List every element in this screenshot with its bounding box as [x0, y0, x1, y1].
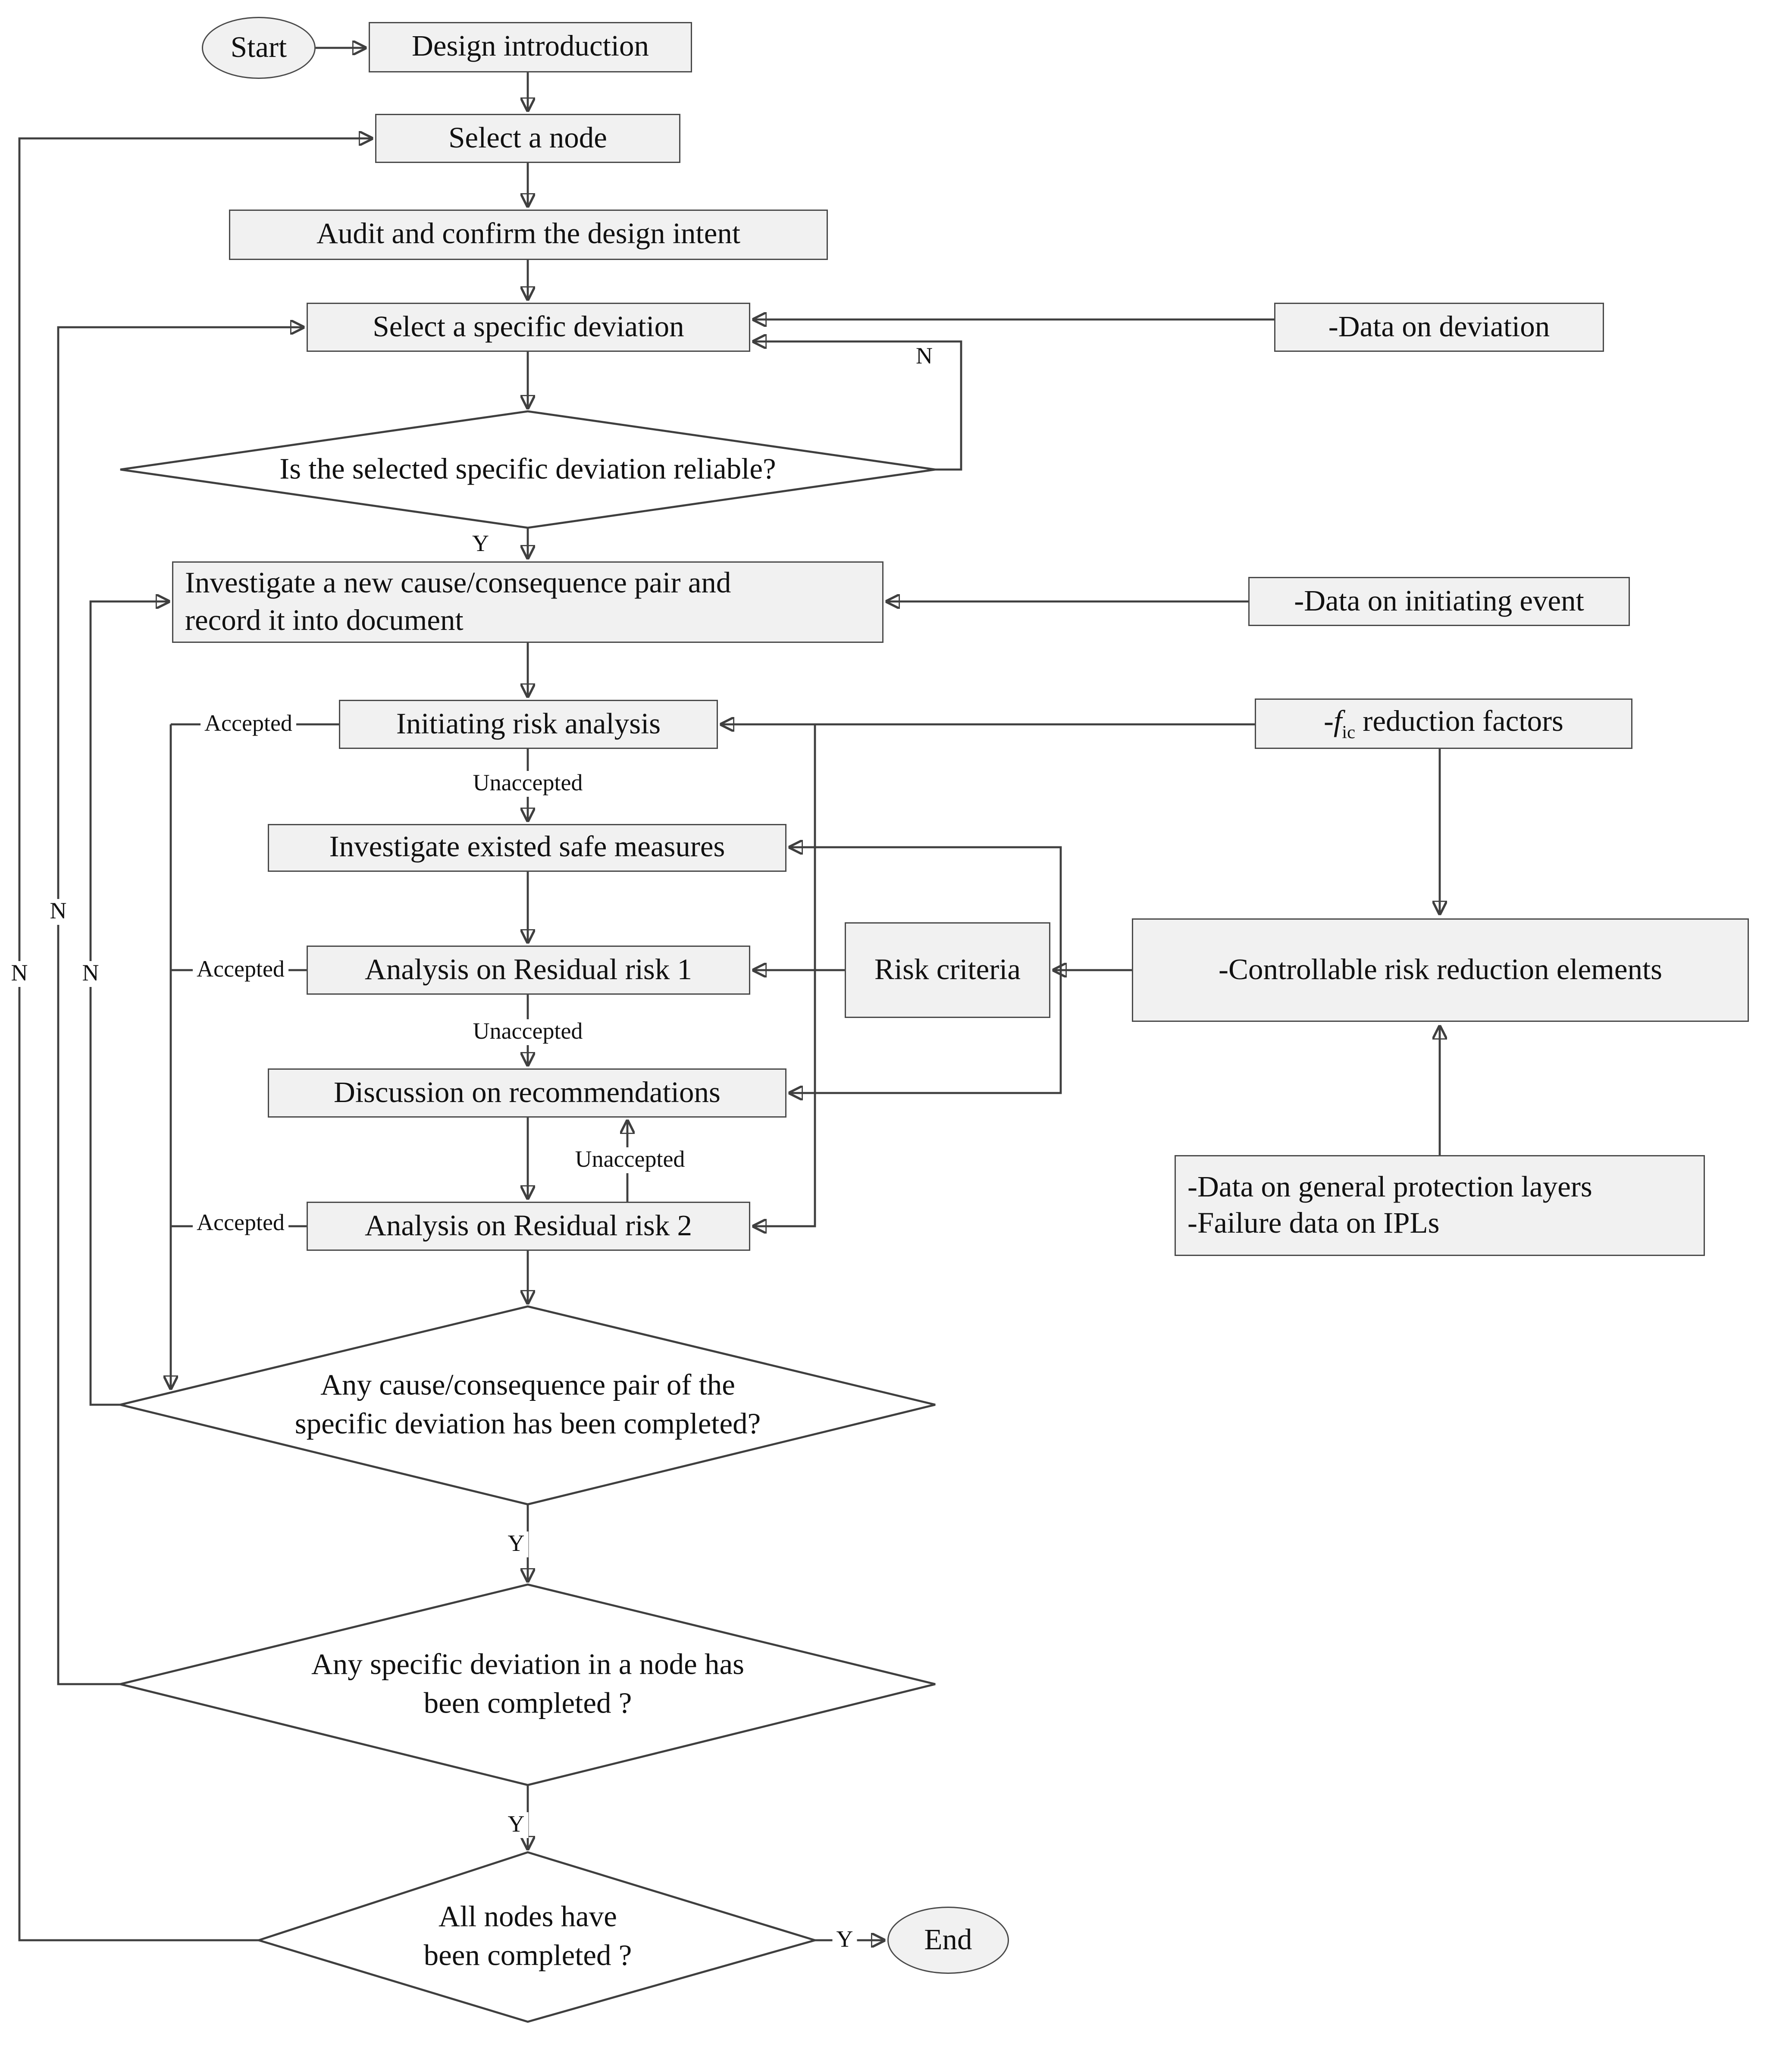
data-protection-line2: -Failure data on IPLs — [1187, 1207, 1440, 1239]
fic-prefix: - — [1324, 704, 1334, 737]
node-fic-reduction-factors-label — [1324, 703, 1563, 745]
node-data-on-deviation — [1274, 303, 1604, 352]
edge-label-allnodes-yes: Y — [833, 1927, 857, 1953]
pair-question-line1: Any cause/consequence pair of the — [320, 1369, 735, 1401]
node-reliable-question-label: Is the selected specific deviation reliable? — [279, 453, 776, 485]
node-data-on-deviation-label: -Data on deviation — [1328, 310, 1550, 343]
node-data-protection-layers — [1175, 1155, 1705, 1256]
node-deviation-completed-question-label — [311, 1645, 744, 1722]
edge-deviationdone-no-loop — [58, 327, 304, 1684]
edge-label-pairdone-no: N — [78, 961, 103, 987]
edge-pairdone-no-loop — [91, 601, 169, 1405]
deviation-question-line1: Any specific deviation in a node has — [311, 1648, 745, 1681]
node-controllable-elements-label: -Controllable risk reduction elements — [1219, 953, 1662, 986]
data-protection-line1: -Data on general protection layers — [1187, 1170, 1592, 1203]
allnodes-question-line1: All nodes have — [439, 1900, 617, 1933]
node-data-protection-layers-label — [1187, 1169, 1592, 1242]
node-risk-criteria — [845, 922, 1050, 1018]
node-data-on-initiating-event-label: -Data on initiating event — [1294, 584, 1584, 617]
node-residual-risk-1-label: Analysis on Residual risk 1 — [365, 953, 692, 986]
node-start — [202, 17, 316, 79]
node-fic-reduction-factors — [1255, 698, 1632, 749]
node-design-introduction — [369, 22, 692, 72]
node-discussion-recommendations — [268, 1068, 786, 1118]
node-residual-risk-1 — [307, 946, 750, 995]
node-initiating-risk-analysis — [339, 700, 718, 749]
node-residual-risk-2 — [307, 1202, 750, 1251]
node-select-node-label: Select a node — [448, 121, 607, 154]
fic-rest: reduction factors — [1355, 704, 1563, 737]
edge-label-residual1-unaccepted: Unaccepted — [469, 1019, 587, 1045]
edge-label-pairdone-yes: Y — [504, 1531, 529, 1557]
node-investigate-safe-measures-label: Investigate existed safe measures — [329, 831, 725, 864]
node-investigate-safe-measures — [268, 824, 786, 872]
edge-label-reliable-no: N — [916, 343, 933, 369]
fic-symbol: f — [1334, 704, 1342, 737]
edge-label-residual1-accepted: Accepted — [193, 957, 288, 983]
deviation-question-line2: been completed ? — [423, 1687, 632, 1719]
pair-question-line2: specific deviation has been completed? — [294, 1407, 761, 1440]
node-residual-risk-2-label: Analysis on Residual risk 2 — [365, 1209, 692, 1242]
node-controllable-elements — [1132, 918, 1749, 1022]
node-end — [887, 1907, 1009, 1974]
edge-label-residual2-unaccepted: Unaccepted — [571, 1147, 689, 1173]
edge-label-reliable-yes: Y — [472, 530, 489, 556]
node-design-introduction-label: Design introduction — [411, 30, 649, 63]
edge-label-deviationdone-no: N — [46, 899, 71, 924]
node-data-on-initiating-event — [1248, 577, 1630, 626]
edge-fic-branch-to-residual2 — [753, 724, 815, 1226]
node-select-deviation — [307, 303, 750, 352]
node-risk-criteria-label: Risk criteria — [874, 953, 1021, 986]
node-start-label: Start — [230, 31, 287, 63]
node-investigate-pair — [172, 561, 883, 643]
node-discussion-recommendations-label: Discussion on recommendations — [334, 1076, 721, 1109]
node-select-deviation-label: Select a specific deviation — [373, 310, 684, 343]
node-select-node — [375, 114, 680, 163]
edge-label-initiating-unaccepted: Unaccepted — [469, 771, 587, 796]
investigate-pair-line2: record it into document — [185, 603, 464, 636]
edge-label-residual2-accepted: Accepted — [193, 1211, 288, 1236]
investigate-pair-line1: Investigate a new cause/consequence pair and — [185, 567, 731, 600]
fic-subscript: ic — [1342, 722, 1356, 743]
node-audit-design-intent — [229, 210, 828, 260]
edge-label-allnodes-no: N — [7, 961, 32, 987]
allnodes-question-line2: been completed ? — [423, 1939, 632, 1971]
edge-label-initiating-accepted: Accepted — [201, 711, 296, 737]
node-initiating-risk-analysis-label: Initiating risk analysis — [396, 707, 661, 740]
node-pair-completed-question-label — [295, 1366, 761, 1443]
edge-label-deviationdone-yes: Y — [504, 1812, 529, 1838]
node-end-label: End — [924, 1923, 972, 1956]
node-investigate-pair-label — [185, 566, 731, 638]
node-audit-design-intent-label: Audit and confirm the design intent — [316, 218, 741, 251]
node-all-nodes-question-label — [424, 1898, 632, 1975]
